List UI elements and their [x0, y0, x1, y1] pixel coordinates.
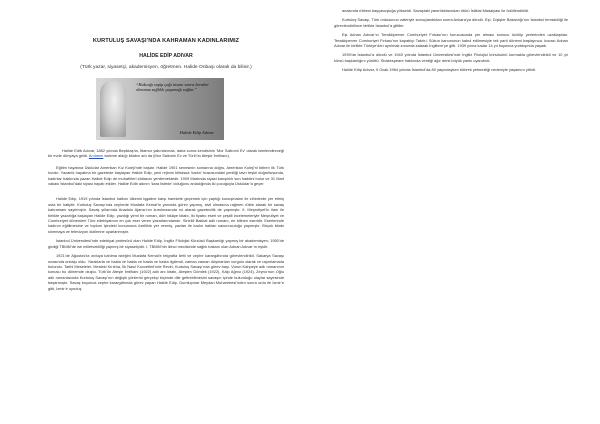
return-paragraph: Kurtuluş Savaşı, Türk ordusunun zaferiyle sonuçlandıktan sonra Ankara’ya döndü. Eşi, Dışişler Bakanlığı’nın İstanbul temsilciliği ile görevlendirilince birlikte İstanbul’a gittiler. — [334, 17, 568, 28]
portrait-photo — [96, 78, 224, 140]
memoir-link[interactable]: Anılarını — [88, 153, 104, 159]
portrait-face — [100, 81, 126, 137]
war-paragraph: Halide Edip, 1919 yılında İstanbul halkını ülkenin işgaline karşı harekete geçirmek için yaptığı konuşmaları ile zihinlerde yer etmiş usta bir hatiptir. Kurtuluş Savaşı’nda cephede Mustafa Kemal’in yanında görev yapmış, sivil olmasına rağmen rütbe alarak bir savaş kahramanı sayılmıştır. Savaş yıllarında Anadolu Ajansı’nın kurulmasında rol alarak gazetecilik de yapmıştır. II. Meşrutiyet’in ilanı ile birlikte yazarlığa başlayan Halide Edip, yazdığı yirmi bir roman, dört hikâye kitabı, iki tiyatro eseri ve çeşitli incelemeleriyle Meşrutiyet ve Cumhuriyet dönemleri Türk edebiyatının en çok eser veren yazarlarındandır. Sinekli Bakkal adlı romanı, en bilinen eseridir. Eserlerinde kadının eğitilmesine ve toplum içindeki konumuna özellikle yer vermiş, yazları ile kadın hakları savunuculuğu yapmıştır. Birçok kitabı sinemaya ve televizyon dizilerine uyarlanmıştır. — [48, 196, 284, 234]
death-paragraph: Halide Edip Adıvar, 9 Ocak 1964 yılında İstanbul’da 80 yaşındayken böbrek yetmezliği nedeniyle yaşamını yitirdi. — [342, 67, 536, 73]
document-description: (Türk yazar, siyasetçi, akademisyen, öğretmen. Halide Onbaşı olarak da bilinir.) — [80, 65, 252, 70]
intro-text-before: Halide Edib Adıvar, 1882 yılında Beşiktaş’ta, İttamur yakınlarında, daha sonra kendisinin ‘Mor Salkımlı Ev’ olarak isimlendireceği bir evde dünyaya geldi. — [48, 148, 284, 159]
document-title: KURTULUŞ SAVAŞI’NDA KAHRAMAN KADINLARIMIZ — [92, 38, 240, 44]
intro-paragraph — [48, 148, 284, 159]
education-paragraph: Eğitim hayatına Üsküdar Amerikan Kız Koleji’nde başlar. Halide 1901 senesinin sonlarına doğru, Amerikan Koleji’ni bitiren ilk Türk kızıdır. Yazarlık hayatına bir gazetede başlayan Halide Edip, yeni rejimin bilhassa ‘kadın’ hususundaki yeniliği tavrı teşkil doğrultusunda, kadınlar hakkında yazan Halide Edip de muhafirleri iddiasını yenilemektedir. 1909 Martında siyasi karışıklık son haddini bulur ve 31 Mart vakası İstanbul’daki siyasi hayatı etkiler. Halide Edib adının ‘kara listede’ olduğunu anladığında iki çocuğuyla Üsküdar’a geçer. — [48, 164, 284, 187]
intro-text-after: kaleme aldığı kitabın adı da (Mor Salkımlı Ev ve Türk’ün Ateşle İmtihanı). — [103, 153, 230, 159]
photo-signature: Halide Edip Adıvar — [179, 130, 214, 135]
academic-paragraph: İstanbul Üniversitesi’nde edebiyat profesörü olan Halide Edip, İngiliz Filolojisi Kürsüsü Başkanlığı yapmış bir akademisyen; 1950’de girdiği TBMM’de ise milletvekilliği yapmış bir siyasetçidir. I. TBMM’nin ikinci meclisinde sağlık bakanı olan Adnan Adıvar’ın eşidir. — [48, 238, 284, 249]
medal-paragraph: anasında rütbesi başçavuşluğa yükseldi. Savaştaki yararlılıklarından ötürü İstiklal Madalyası ile ödüllendirildi. — [342, 8, 530, 13]
front-paragraph: 1921’de Ağustos’ta orduya katılma isteğini Mustafa Kemal’e telgrafla iletti ve cephe karargâhında görevlendirildi. Sakarya Savaşı sırasında onbaşı oldu. Yaralılarla ve hasta ve hasta ve hasta ve hasta ilgilendi, zaman zaman düşmanları vurgulu olarak ve raporlamada bulundu. Tarihi Meseleler, Mesleki Kırılma, İlk Nasıl Kuvvetleri’nde Reviri, Kurtuluş Savaşı’nda görev başı. Vurun Kahpeye adlı romanının konusu bu dönemde oluştu. Türk’ün Ateşle İmtihanı (1922) adlı anı kitabı, Ateşten Gömlek (1922), Kalp Ağrısı (1924), Zeyno’nun Oğlu adlı romanlarında Kurtuluş Savaşı’nın değişik yönlerini gerçekçi biçimde dile getirebilmesini savaşın içinde bulunduğu olaylar sayesinde başarmıştır. Savaş boyunca cephe karargâhında görev yapan Halide Edip, Dumlupınar Meydan Muharebesi’nden sonra ordu ile İzmir’e gitti, İzmir’e uyruluş — [48, 253, 284, 291]
left-column — [48, 14, 284, 295]
university-paragraph: 1939’da İstanbul’a döndü ve 1940 yılında İstanbul Üniversitesi’nde İngiliz Filolojisi kürsüsünü kurmakla görevlendirildi ve 10 yıl kürsü başkanlığını yürüttü. Shakespeare hakkında verdiği ağır dersi büyük yankı uyandırdı. — [334, 52, 568, 63]
exile-paragraph: Eşi Adnan Adıvar’ın Terakkiperver Cumhuriyet Fırkası’nın kurucusunda yer alması sonucu üzülüp yerlerinden uzaklaştılar. Terakkiperver Cumhuriyet Fırkası’nın kapatılıp Takrir-i Sükun kanununun kabul edilmesiyle tek parti dönemi başlayınca, kocası Adnan Adıvar ile birlikte Türkiye’den ayrılmak zorunda kalarak İngiltere’ye gitti. 1939 yılına kadar 14 yıl boyunca yurtdışında yaşadı. — [334, 32, 568, 49]
photo-quote: “Hakcağı sopip çağı insanı sonra beraber olmamız sağlıklı yaşamağı sağlar.” — [136, 82, 209, 93]
right-column — [334, 8, 568, 77]
document-subtitle: HALİDE EDİP ADIVAR — [139, 53, 193, 59]
